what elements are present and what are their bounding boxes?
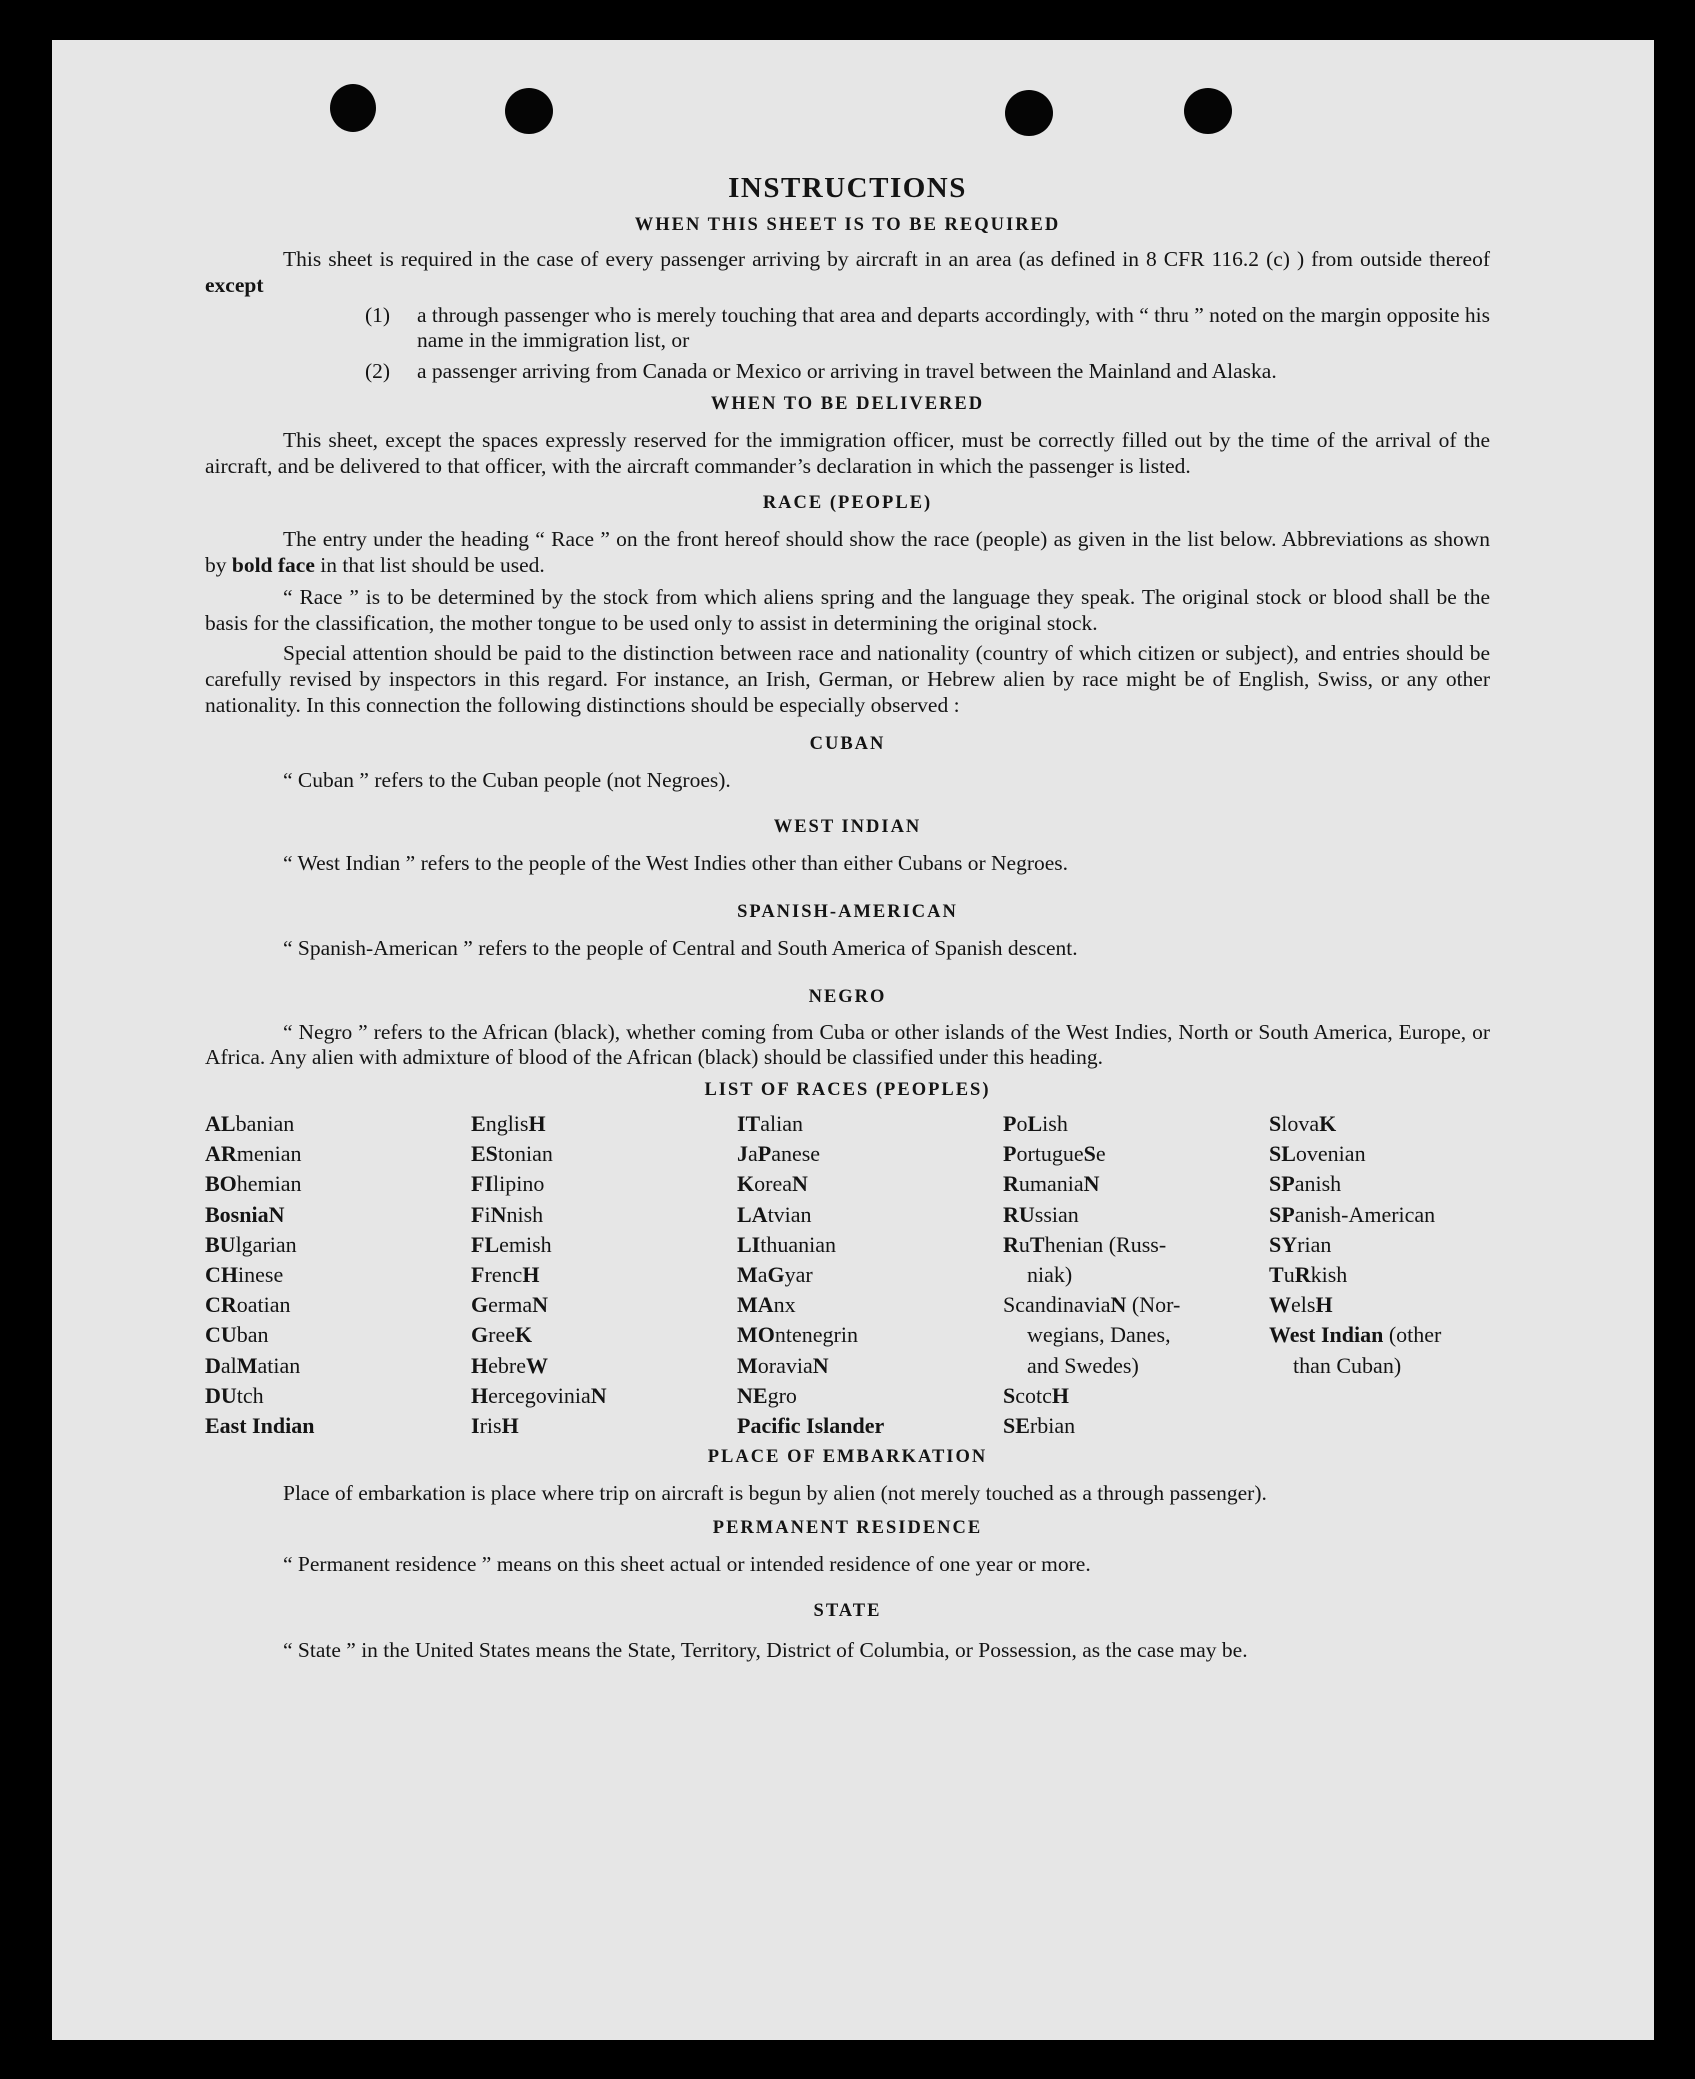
punch-hole [1184,88,1232,134]
race-entry: niak) [1027,1262,1073,1288]
race-entry: ScotcH [1003,1382,1070,1408]
race-entry: RUssian [1003,1201,1079,1227]
section-heading: PERMANENT RESIDENCE [712,1518,983,1539]
race-entry: FIlipino [471,1171,545,1197]
section-heading: SPANISH-AMERICAN [737,902,958,922]
race-entry: MoraviaN [737,1352,829,1378]
section-heading: RACE (PEOPLE) [762,493,933,513]
race-entry: WelsH [1269,1292,1333,1318]
race-entry: Pacific Islander [737,1413,885,1439]
cuban-definition: “ Cuban ” refers to the Cuban people (not Negroes). [283,768,731,792]
section-heading: STATE [813,1601,882,1622]
race-entry: SLovenian [1269,1141,1366,1167]
race-entry: JaPanese [737,1141,821,1167]
race-paragraph: The entry under the heading “ Race ” on the front hereof should show the race (people) as given in the list below. Abbreviations as shown by bold face in that list should be used. [205,527,1490,577]
page-title: INSTRUCTIONS [728,172,967,204]
spanish-american-definition: “ Spanish-American ” refers to the people of Central and South America of Spanish descent. [283,936,1078,960]
section-heading: CUBAN [809,734,886,754]
race-entry: BUlgarian [205,1231,297,1257]
race-entry: HebreW [471,1352,548,1378]
race-entry: NEgro [737,1382,797,1408]
list-of-races [205,1109,1490,1441]
races-column [737,1109,1003,1441]
race-entry: SPanish [1269,1171,1342,1197]
section-heading: WEST INDIAN [773,817,922,837]
race-entry: East Indian [205,1413,315,1439]
race-entry: BosniaN [205,1201,285,1227]
race-entry: PoLish [1003,1111,1068,1136]
race-entry: MaGyar [737,1262,813,1288]
race-entry: SYrian [1269,1231,1332,1257]
races-column [1003,1109,1269,1441]
intro-paragraph: This sheet is required in the case of every passenger arriving by aircraft in an area (as defined in 8 CFR 116.2 (c) ) from outside thereof except [205,247,1490,297]
race-entry: West Indian (other [1269,1322,1442,1348]
delivery-paragraph: This sheet, except the spaces expressly reserved for the immigration officer, must be correctly filled out by the time of the arrival of the aircraft, and be delivered to that officer, with the aircraft commander’s declaration in which the passenger is listed. [205,428,1490,478]
race-entry: GreeK [471,1322,533,1348]
races-column [471,1109,737,1441]
punch-hole [505,88,553,134]
race-entry: ITalian [737,1111,804,1136]
race-entry: EnglisH [471,1111,546,1136]
race-entry: RuThenian (Russ- [1003,1231,1167,1257]
race-entry: ALbanian [205,1111,295,1136]
race-entry: IrisH [471,1413,519,1439]
state-definition: “ State ” in the United States means the State, Territory, District of Columbia, or Possession, as the case may be. [283,1638,1248,1663]
race-entry: wegians, Danes, [1027,1322,1171,1348]
race-entry: HercegoviniaN [471,1382,607,1408]
race-entry: PortugueSe [1003,1141,1106,1167]
race-entry: EStonian [471,1141,553,1167]
race-entry: DalMatian [205,1352,301,1378]
race-entry: LIthuanian [737,1231,837,1257]
race-entry: LAtvian [737,1201,812,1227]
punch-hole [330,84,376,132]
negro-definition: “ Negro ” refers to the African (black), whether coming from Cuba or other islands of the West Indies, North or South America, Europe, or Africa. Any alien with admixture of blood of the African (black) should be classified under this heading. [205,1020,1490,1069]
race-entry: CRoatian [205,1292,291,1318]
race-entry: FiNnish [471,1201,544,1227]
race-entry: SlovaK [1269,1111,1337,1136]
race-entry: ARmenian [205,1141,302,1167]
race-paragraph: “ Race ” is to be determined by the stock from which aliens spring and the language they speak. The original stock or blood shall be the basis for the classification, the mother tongue to be used only to assist in determining the original stock. [205,585,1490,635]
race-entry: GermaN [471,1292,548,1318]
race-entry: SPanish-American [1269,1201,1436,1227]
race-entry: BOhemian [205,1171,302,1197]
races-column [1269,1109,1535,1441]
section-heading: NEGRO [808,987,887,1007]
race-entry: MAnx [737,1292,796,1318]
section-heading: PLACE OF EMBARKATION [707,1447,988,1468]
race-entry: DUtch [205,1382,264,1408]
west-indian-definition: “ West Indian ” refers to the people of the West Indies other than either Cubans or Negroes. [283,851,1069,875]
race-entry: and Swedes) [1027,1352,1139,1378]
race-paragraph: Special attention should be paid to the distinction between race and nationality (country of which citizen or subject), and entries should be carefully revised by inspectors in this regard. For instance, an Irish, German, or Hebrew alien by race might be of English, Swiss, or any other nationality. In this connection the following distinctions should be especially observed : [205,641,1490,717]
races-column [205,1109,471,1441]
race-entry: FLemish [471,1231,552,1257]
race-entry: CHinese [205,1262,284,1288]
embarkation-definition: Place of embarkation is place where trip on aircraft is begun by alien (not merely touched as a through passenger). [283,1481,1267,1506]
exception-item: (1) a through passenger who is merely touching that area and departs accordingly, with “ thru ” noted on the margin opposite his name in the immigration list, or [365,303,1490,352]
section-heading: WHEN TO BE DELIVERED [710,394,985,414]
race-entry: KoreaN [737,1171,808,1197]
race-entry: FrencH [471,1262,540,1288]
race-entry: TuRkish [1269,1262,1348,1288]
section-heading: LIST OF RACES (PEOPLES) [704,1080,991,1100]
race-entry: than Cuban) [1293,1352,1402,1378]
race-entry: MOntenegrin [737,1322,858,1348]
race-entry: CUban [205,1322,269,1348]
punch-hole [1005,90,1053,136]
residence-definition: “ Permanent residence ” means on this sheet actual or intended residence of one year or more. [283,1552,1091,1577]
section-heading: WHEN THIS SHEET IS TO BE REQUIRED [634,215,1061,235]
race-entry: ScandinaviaN (Nor- [1003,1292,1181,1318]
race-entry: RumaniaN [1003,1171,1100,1197]
exception-item: (2) a passenger arriving from Canada or Mexico or arriving in travel between the Mainland and Alaska. [365,359,1277,383]
race-entry: SErbian [1003,1413,1076,1439]
instructions-content [205,172,1490,1666]
